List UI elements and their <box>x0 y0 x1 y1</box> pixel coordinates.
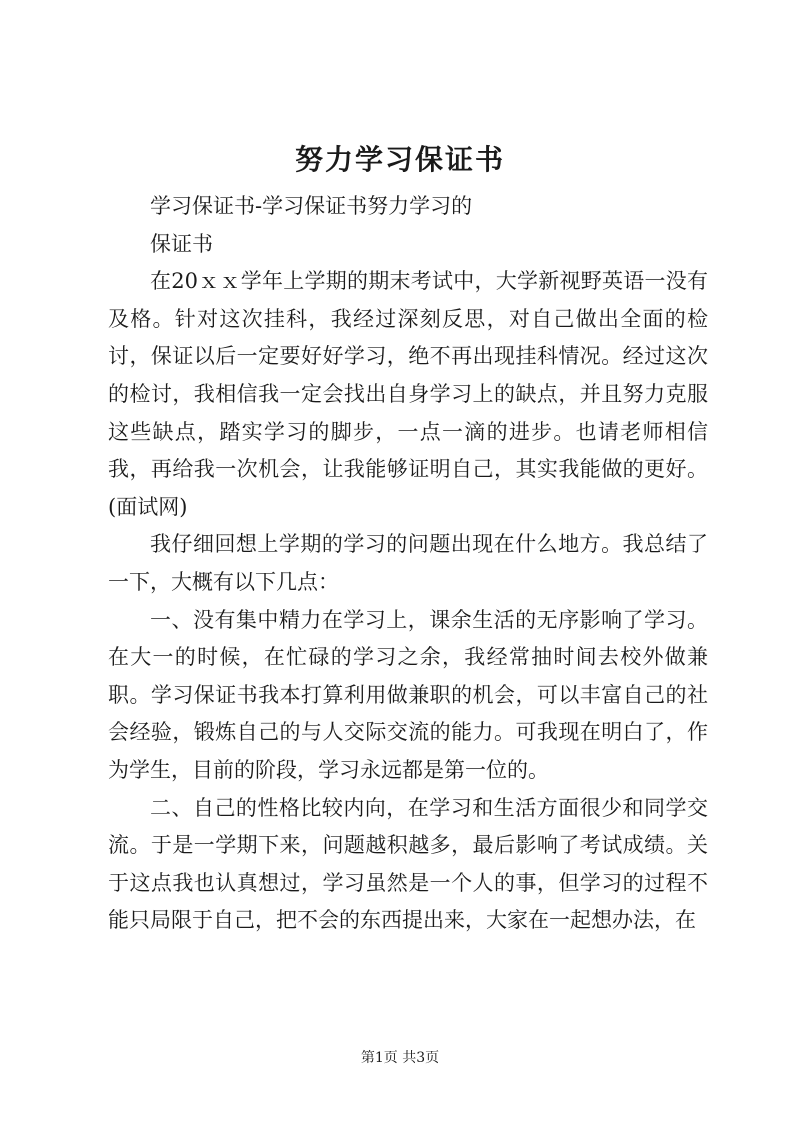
document-body <box>108 188 708 940</box>
paragraph: 我仔细回想上学期的学习的问题出现在什么地方。我总结了一下，大概有以下几点： <box>108 532 708 594</box>
document-title: 努力学习保证书 <box>294 143 505 176</box>
paragraph: 保证书 <box>150 231 213 256</box>
paragraph: 二、自己的性格比较内向，在学习和生活方面很少和同学交流。于是一学期下来，问题越积越多，最后影响了考试成绩。关于这点我也认真想过，学习虽然是一个人的事，但学习的过程不能只局限于自己，把不会的东西提出来，大家在一起想办法，在 <box>108 795 708 933</box>
page-footer: 第1页 共3页 <box>360 1050 440 1066</box>
paragraph: 学习保证书-学习保证书努力学习的 <box>150 194 473 218</box>
paragraph: 在20ｘｘ学年上学期的期末考试中，大学新视野英语一没有及格。针对这次挂科，我经过深刻反思，对自己做出全面的检讨，保证以后一定要好好学习，绝不再出现挂科情况。经过这次的检讨，我相信我一定会找出自身学习上的缺点，并且努力克服这些缺点，踏实学习的脚步，一点一滴的进步。也请老师相信我，再给我一次机会，让我能够证明自己，其实我能做的更好。(面试网) <box>108 269 708 519</box>
paragraph: 一、没有集中精力在学习上，课余生活的无序影响了学习。在大一的时候，在忙碌的学习之余，我经常抽时间去校外做兼职。学习保证书我本打算利用做兼职的机会，可以丰富自己的社会经验，锻炼自己的与人交际交流的能力。可我现在明白了，作为学生，目前的阶段，学习永远都是第一位的。 <box>108 607 708 782</box>
